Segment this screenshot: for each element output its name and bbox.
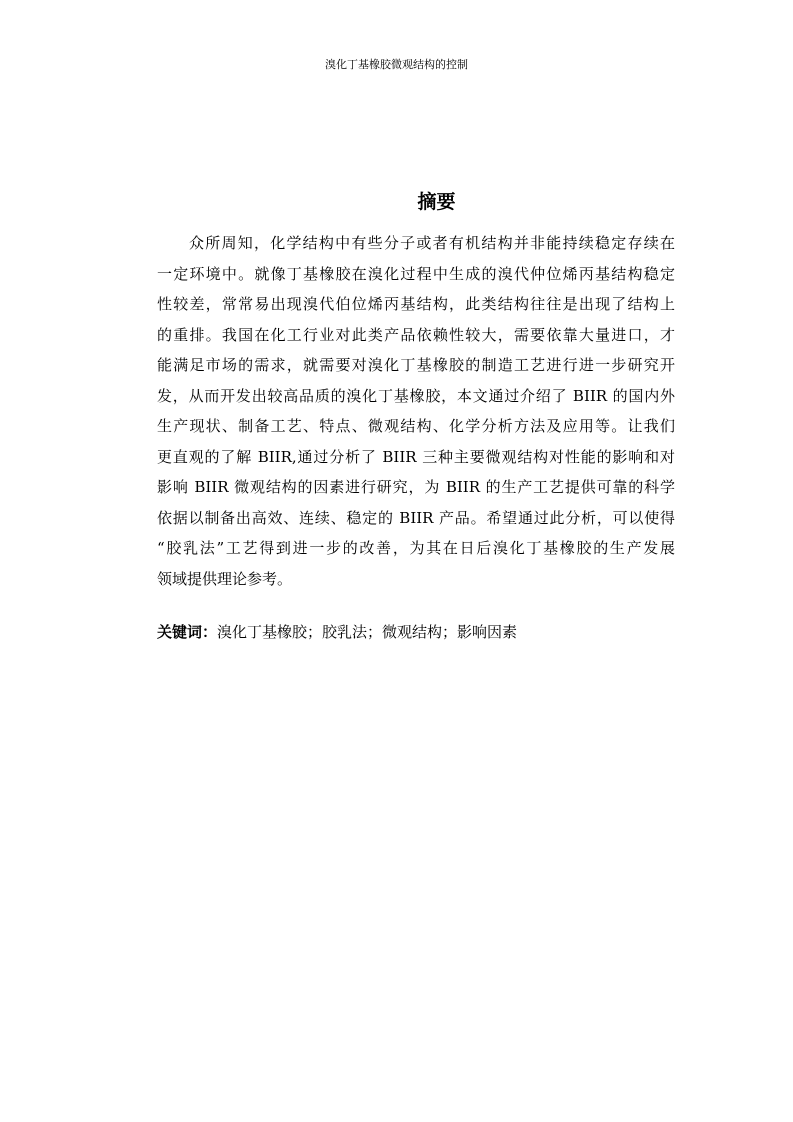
abstract-line: 一定环境中。就像丁基橡胶在溴化过程中生成的溴代仲位烯丙基结构稳定: [157, 264, 675, 283]
abstract-line: 影响 BIIR 微观结构的因素进行研究，为 BIIR 的生产工艺提供可靠的科学: [157, 478, 675, 496]
abstract-line: 发，从而开发出较高品质的溴化丁基橡胶，本文通过介绍了 BIIR 的国内外: [157, 386, 675, 405]
abstract-line: 依据以制备出高效、连续、稳定的 BIIR 产品。希望通过此分析，可以使得: [157, 508, 675, 527]
running-header: 溴化丁基橡胶微观结构的控制: [325, 58, 468, 71]
abstract-body: [157, 228, 675, 594]
abstract-line: 生产现状、制备工艺、特点、微观结构、化学分析方法及应用等。让我们: [157, 417, 675, 435]
keywords: [157, 620, 675, 644]
abstract-line: 众所周知，化学结构中有些分子或者有机结构并非能持续稳定存续在: [189, 234, 675, 252]
keywords-text: 溴化丁基橡胶；胶乳法；微观结构；影响因素: [217, 623, 518, 641]
abstract-line: 能满足市场的需求，就需要对溴化丁基橡胶的制造工艺进行进一步研究开: [157, 356, 675, 374]
abstract-line: 性较差，常常易出现溴代伯位烯丙基结构，此类结构往往是出现了结构上: [157, 295, 675, 313]
abstract-line: 领域提供理论参考。: [157, 569, 293, 588]
abstract-line: 的重排。我国在化工行业对此类产品依赖性较大，需要依靠大量进口，才: [157, 325, 675, 344]
abstract-line: 更直观的了解 BIIR,通过分析了 BIIR 三种主要微观结构对性能的影响和对: [157, 447, 675, 466]
abstract-title: 摘要: [417, 191, 456, 213]
keywords-label: 关键词：: [157, 623, 218, 641]
abstract-line: “胶乳法”工艺得到进一步的改善，为其在日后溴化丁基橡胶的生产发展: [157, 539, 675, 557]
